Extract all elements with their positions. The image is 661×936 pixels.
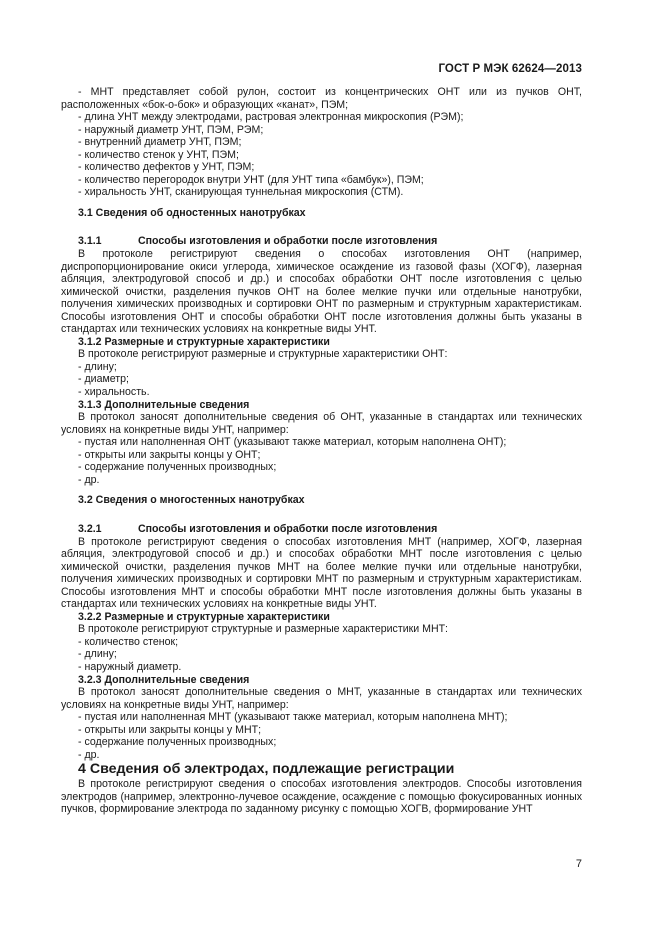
intro-item: - наружный диаметр УНТ, ПЭМ, РЭМ; bbox=[78, 123, 264, 136]
section-3-2-3-heading: 3.2.3 Дополнительные сведения bbox=[78, 673, 250, 686]
intro-item: - количество дефектов у УНТ, ПЭМ; bbox=[78, 161, 255, 174]
page-number: 7 bbox=[575, 858, 582, 870]
section-3-2-2-text: В протоколе регистрируют структурные и размерные характеристики МНТ: bbox=[78, 623, 449, 636]
list-item: - пустая или наполненная МНТ (указывают также материал, которым наполнена МНТ); bbox=[78, 711, 508, 724]
section-title: Способы изготовления и обработки после изготовления bbox=[138, 522, 438, 535]
list-item: - хиральность. bbox=[78, 386, 150, 399]
section-3-1-heading: 3.1 Сведения об одностенных нанотрубках bbox=[78, 206, 306, 219]
standard-header: ГОСТ Р МЭК 62624—2013 bbox=[438, 63, 582, 75]
section-3-2-1-text: В протоколе регистрируют сведения о способах изготовления МНТ (например, ХОГФ, лазерная абляция, электродуговой способ и др.) и способах обработки МНТ после изготовления с целью химической очистки, разделения пучков МНТ на более мелкие пучки или отдельные нанотрубки, получения химических производных и сортировки МНТ по размерным и структурным характеристикам. Способы изготовления МНТ и способы обработки МНТ после изготовления должны быть указаны в стандартах или технических условиях на конкретные виды УНТ. bbox=[61, 535, 582, 611]
intro-item: - длина УНТ между электродами, растровая электронная микроскопия (РЭМ); bbox=[78, 111, 464, 124]
list-item: - количество стенок; bbox=[78, 635, 179, 648]
section-3-2-heading: 3.2 Сведения о многостенных нанотрубках bbox=[78, 494, 305, 507]
list-item: - длину; bbox=[78, 360, 117, 373]
section-number: 3.1.1 bbox=[78, 235, 102, 248]
section-3-2-3-text: В протокол заносят дополнительные сведения о МНТ, указанные в стандартах или технических условиях на конкретные виды УНТ, например: bbox=[61, 686, 582, 711]
list-item: - наружный диаметр. bbox=[78, 660, 182, 673]
section-4-heading: 4 Сведения об электродах, подлежащие регистрации bbox=[78, 761, 455, 778]
page-content bbox=[61, 86, 582, 816]
list-item: - содержание полученных производных; bbox=[78, 736, 277, 749]
section-3-1-1-heading bbox=[61, 235, 582, 248]
section-3-1-3-text: В протокол заносят дополнительные сведения об ОНТ, указанные в стандартах или технических условиях на конкретные виды УНТ, например: bbox=[61, 411, 582, 436]
list-item: - длину; bbox=[78, 648, 117, 661]
section-3-2-2-heading: 3.2.2 Размерные и структурные характеристики bbox=[78, 610, 330, 623]
intro-item: - количество перегородок внутри УНТ (для УНТ типа «бамбук»), ПЭМ; bbox=[78, 173, 424, 186]
list-item: - др. bbox=[78, 748, 100, 761]
intro-item: - количество стенок у УНТ, ПЭМ; bbox=[78, 148, 239, 161]
list-item: - пустая или наполненная ОНТ (указывают также материал, которым наполнена ОНТ); bbox=[78, 436, 507, 449]
list-item: - др. bbox=[78, 473, 100, 486]
section-3-1-1-text: В протоколе регистрируют сведения о способах изготовления ОНТ (например, диспропорционирование окиси углерода, химическое осаждение из газовой фазы (ХОГФ), лазерная абляция, электродуговой способ и др.) и способах обработки ОНТ после изготовления с целью химической очистки, разделения пучков ОНТ на более мелкие пучки или отдельные нанотрубки, получения химических производных и сортировки ОНТ по размерным и структурным характеристикам. Способы изготовления ОНТ и способы обработки ОНТ после изготовления должны быть указаны в стандартах или технических условиях на конкретные виды УНТ. bbox=[61, 248, 582, 336]
list-item: - содержание полученных производных; bbox=[78, 461, 277, 474]
intro-mnt-rolls: - МНТ представляет собой рулон, состоит из концентрических ОНТ или из пучков ОНТ, расположенных «бок-о-бок» и образующих «канат», ПЭМ; bbox=[61, 86, 582, 111]
section-3-1-2-heading: 3.1.2 Размерные и структурные характеристики bbox=[78, 335, 330, 348]
section-3-1-3-heading: 3.1.3 Дополнительные сведения bbox=[78, 398, 250, 411]
list-item: - открыты или закрыты концы у ОНТ; bbox=[78, 448, 261, 461]
section-3-1-2-text: В протоколе регистрируют размерные и структурные характеристики ОНТ: bbox=[78, 348, 448, 361]
intro-item: - внутренний диаметр УНТ, ПЭМ; bbox=[78, 136, 242, 149]
list-item: - диаметр; bbox=[78, 373, 129, 386]
section-3-2-1-heading bbox=[61, 523, 582, 536]
section-number: 3.2.1 bbox=[78, 522, 102, 535]
list-item: - открыты или закрыты концы у МНТ; bbox=[78, 723, 262, 736]
section-4-text: В протоколе регистрируют сведения о способах изготовления электродов. Способы изготовления электродов (например, электронно-лучевое осаждение, осаждение с помощью фокусированных ионных пучков, формирование электрода по заданному рисунку с помощью ХОГВ, формирование УНТ bbox=[61, 778, 582, 816]
section-title: Способы изготовления и обработки после изготовления bbox=[138, 235, 438, 248]
intro-item: - хиральность УНТ, сканирующая туннельная микроскопия (СТМ). bbox=[78, 186, 404, 199]
